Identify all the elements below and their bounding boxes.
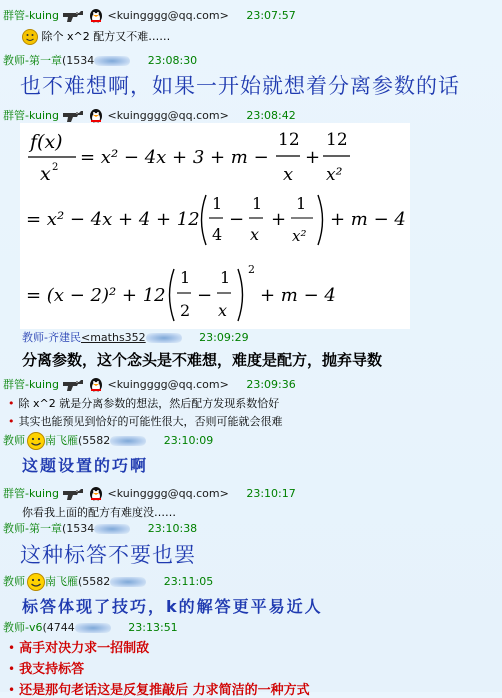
formula-text: x² [292, 227, 307, 245]
message-header [3, 108, 296, 124]
sender-email[interactable]: <maths352 [80, 331, 146, 344]
smiley-avatar-icon [27, 432, 45, 450]
message-line: 高手对决力求一招制敌 [19, 641, 150, 656]
message-time: 23:08:30 [147, 54, 198, 67]
message-line: 标答体现了技巧，k的解答更平易近人 [22, 597, 323, 616]
smiley-avatar-icon [27, 573, 45, 591]
formula-text: 1 [180, 268, 191, 287]
message-line: 分离参数，这个念头是不难想，难度是配方，抛弃导数 [22, 351, 383, 369]
sender-name[interactable]: 南飞雁 [45, 575, 78, 588]
sender-name[interactable]: 教师-v6 [3, 621, 43, 634]
formula-image [20, 123, 410, 329]
message-time: 23:10:09 [163, 434, 214, 447]
blurred-id [146, 333, 182, 343]
formula-text: = x² − 4x + 3 + m − [80, 147, 269, 168]
sender-name[interactable]: 教师-齐建民 [22, 331, 81, 344]
message-header [3, 53, 197, 69]
sender-qq: (1534 [61, 522, 95, 535]
message-time: 23:10:17 [246, 487, 296, 500]
message-header [3, 8, 296, 24]
blurred-id [110, 577, 146, 587]
formula-text: 2 [52, 162, 59, 173]
message-line: 你看我上面的配方有难度没…… [22, 506, 176, 519]
gun-icon [62, 10, 84, 22]
sender-qq: (1534 [61, 54, 95, 67]
sender-name[interactable]: 教师-第一章 [3, 522, 62, 535]
formula-text: = x² − 4x + 4 + 12 [26, 209, 200, 230]
smiley-icon [22, 29, 38, 45]
message-line: 还是那句老话这是反复推敲后 力求简洁的一种方式 [19, 683, 310, 698]
message-line: 其实也能预见到恰好的可能性很大，否则可能就会很难 [18, 415, 283, 428]
sender-name[interactable]: 教师-第一章 [3, 54, 62, 67]
message-body [8, 637, 310, 698]
formula-svg [20, 123, 410, 329]
formula-text: + m − 4 [330, 209, 406, 230]
formula-text: x [218, 301, 228, 320]
formula-text: 2 [180, 301, 191, 320]
message-header [3, 620, 178, 636]
message-line: 这题设置的巧啊 [22, 456, 149, 475]
sender-email: <kuingggg@qq.com> [107, 487, 229, 500]
formula-text: 1 [220, 268, 231, 287]
message-header [3, 573, 213, 589]
formula-text: x [283, 164, 294, 185]
sender-qq: (4744 [42, 621, 75, 634]
sender-qq: (5582 [78, 434, 111, 447]
blurred-id [110, 436, 146, 446]
sender-name[interactable]: 群管-kuing [3, 487, 59, 500]
message-time: 23:09:29 [199, 331, 249, 344]
qq-penguin-icon [88, 377, 104, 393]
bullet-icon: • [8, 641, 16, 655]
formula-text: + [271, 209, 287, 230]
sender-prefix: 教师 [3, 575, 25, 588]
formula-text: f(x) [30, 131, 63, 153]
blurred-id [75, 623, 111, 633]
sender-name[interactable]: 群管-kuing [3, 378, 59, 391]
sender-email: <kuingggg@qq.com> [107, 378, 229, 391]
sender-prefix: 教师 [3, 434, 25, 447]
message-line: 我支持标答 [19, 662, 85, 677]
message-time: 23:10:38 [147, 522, 198, 535]
sender-name[interactable]: 南飞雁 [45, 434, 78, 447]
formula-text: 12 [278, 130, 300, 150]
message-time: 23:07:57 [246, 9, 296, 22]
message-header [3, 432, 213, 448]
formula-text: 1 [252, 194, 263, 213]
sender-email: <kuingggg@qq.com> [107, 9, 229, 22]
blurred-id [94, 524, 130, 534]
qq-penguin-icon [88, 108, 104, 124]
formula-text: 2 [248, 263, 255, 276]
gun-icon [62, 110, 84, 122]
bullet-icon: • [8, 397, 15, 410]
formula-text: x [250, 225, 260, 244]
message-header [22, 330, 249, 346]
bullet-icon: • [8, 662, 16, 676]
qq-penguin-icon [88, 486, 104, 502]
formula-text: 1 [296, 194, 307, 213]
message-time: 23:09:36 [246, 378, 296, 391]
sender-email: <kuingggg@qq.com> [107, 109, 229, 122]
formula-text: x [40, 163, 51, 185]
bullet-icon: • [8, 415, 15, 428]
message-time: 23:13:51 [128, 621, 178, 634]
blurred-id [94, 56, 130, 66]
formula-text: = (x − 2)² + 12 [26, 285, 166, 306]
formula-text: + m − 4 [260, 285, 336, 306]
formula-text: 12 [326, 130, 348, 150]
formula-text: − [229, 209, 245, 230]
bullet-icon: • [8, 683, 16, 697]
formula-text: + [305, 147, 321, 168]
formula-text: 1 [212, 194, 223, 213]
sender-qq: (5582 [78, 575, 111, 588]
message-body [22, 28, 170, 45]
message-header [3, 377, 296, 393]
formula-text: x² [326, 165, 343, 185]
message-line: 除 x^2 就是分离参数的想法，然后配方发现系数恰好 [18, 397, 280, 410]
message-line: 也不难想啊，如果一开始就想着分离参数的话 [20, 74, 460, 98]
message-line: 除个 x^2 配方又不难…… [41, 30, 171, 43]
sender-name[interactable]: 群管-kuing [3, 109, 59, 122]
message-body [8, 395, 283, 429]
message-header [3, 486, 296, 502]
gun-icon [62, 379, 84, 391]
message-time: 23:11:05 [163, 575, 214, 588]
formula-text: − [197, 285, 213, 306]
message-header [3, 521, 197, 537]
gun-icon [62, 488, 84, 500]
message-line: 这种标答不要也罢 [20, 543, 196, 567]
sender-name[interactable]: 群管-kuing [3, 9, 59, 22]
qq-penguin-icon [88, 8, 104, 24]
formula-text: 4 [212, 225, 223, 244]
message-time: 23:08:42 [246, 109, 296, 122]
